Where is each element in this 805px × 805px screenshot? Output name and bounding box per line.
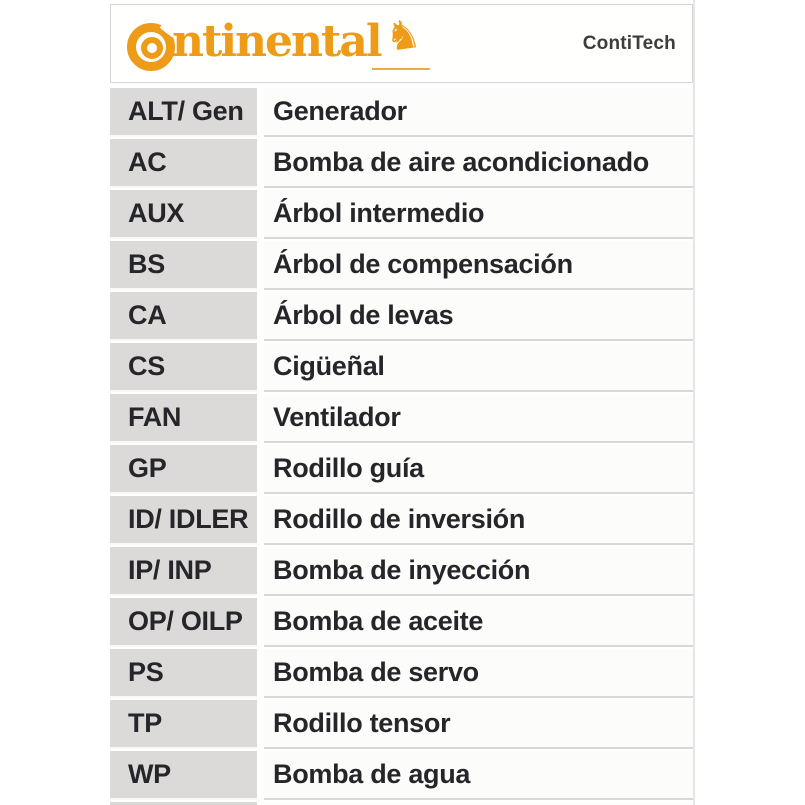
abbr-label: CA xyxy=(128,300,167,330)
abbr-cell xyxy=(110,88,257,137)
abbr-cell xyxy=(110,700,257,749)
desc-label: Bomba de aire acondicionado xyxy=(273,147,649,177)
desc-cell xyxy=(264,394,693,443)
brand-header xyxy=(110,4,693,83)
table-row xyxy=(110,598,693,649)
column-gap xyxy=(257,445,264,496)
continental-logo xyxy=(127,5,424,82)
table-row xyxy=(110,445,693,496)
desc-label: Bomba de servo xyxy=(273,657,479,687)
continental-wordmark: ntinental xyxy=(172,15,381,67)
abbr-label: CS xyxy=(128,351,165,381)
column-gap xyxy=(257,547,264,598)
table-row xyxy=(110,343,693,394)
column-gap xyxy=(257,190,264,241)
abbr-label: ID/ IDLER xyxy=(128,504,249,534)
desc-cell xyxy=(264,700,693,749)
column-gap xyxy=(257,343,264,394)
desc-cell xyxy=(264,292,693,341)
table-row xyxy=(110,547,693,598)
desc-cell xyxy=(264,649,693,698)
table-row xyxy=(110,139,693,190)
table-row xyxy=(110,190,693,241)
table-row xyxy=(110,394,693,445)
abbr-label: AC xyxy=(128,147,167,177)
abbr-cell xyxy=(110,649,257,698)
contitech-logo: ContiTech xyxy=(582,32,676,54)
desc-cell xyxy=(264,190,693,239)
table-row xyxy=(110,751,693,802)
abbr-label: ALT/ Gen xyxy=(128,96,244,126)
abbr-label: TP xyxy=(128,708,162,738)
desc-label: Árbol intermedio xyxy=(273,198,485,228)
column-gap xyxy=(257,139,264,190)
column-gap xyxy=(257,700,264,751)
table-rows xyxy=(110,88,693,802)
table-row xyxy=(110,88,693,139)
abbr-cell xyxy=(110,598,257,647)
horse-icon: ♞ xyxy=(381,10,424,61)
abbr-label: AUX xyxy=(128,198,185,228)
desc-cell xyxy=(264,751,693,800)
abbr-label: FAN xyxy=(128,402,182,432)
abbr-label: IP/ INP xyxy=(128,555,212,585)
desc-label: Bomba de inyección xyxy=(273,555,531,585)
continental-ring-icon xyxy=(127,23,175,71)
desc-label: Rodillo guía xyxy=(273,453,424,483)
column-gap xyxy=(257,241,264,292)
abbr-label: OP/ OILP xyxy=(128,606,243,636)
desc-label: Rodillo tensor xyxy=(273,708,451,738)
column-gap xyxy=(257,598,264,649)
abbr-cell xyxy=(110,547,257,596)
desc-cell xyxy=(264,496,693,545)
desc-cell xyxy=(264,139,693,188)
desc-cell xyxy=(264,547,693,596)
desc-label: Árbol de levas xyxy=(273,300,454,330)
table-row xyxy=(110,292,693,343)
abbr-cell xyxy=(110,445,257,494)
abbr-label: PS xyxy=(128,657,164,687)
column-gap xyxy=(257,649,264,700)
desc-label: Rodillo de inversión xyxy=(273,504,526,534)
desc-cell xyxy=(264,445,693,494)
abbr-cell xyxy=(110,394,257,443)
abbr-cell xyxy=(110,241,257,290)
abbr-cell xyxy=(110,139,257,188)
abbr-label: WP xyxy=(128,759,171,789)
desc-cell xyxy=(264,241,693,290)
desc-label: Árbol de compensación xyxy=(273,249,573,279)
abbr-cell xyxy=(110,190,257,239)
horse-underline xyxy=(372,68,430,70)
abbr-cell xyxy=(110,292,257,341)
desc-cell xyxy=(264,88,693,137)
desc-label: Bomba de aceite xyxy=(273,606,484,636)
desc-cell xyxy=(264,598,693,647)
desc-label: Ventilador xyxy=(273,402,401,432)
desc-cell xyxy=(264,343,693,392)
desc-label: Cigüeñal xyxy=(273,351,385,381)
column-gap xyxy=(257,751,264,802)
table-row xyxy=(110,700,693,751)
desc-label: Generador xyxy=(273,96,407,126)
desc-label: Bomba de agua xyxy=(273,759,471,789)
table-row xyxy=(110,496,693,547)
abbr-label: GP xyxy=(128,453,167,483)
abbr-cell xyxy=(110,496,257,545)
column-gap xyxy=(257,496,264,547)
content xyxy=(110,0,695,805)
table-row xyxy=(110,649,693,700)
ring-inner-o xyxy=(141,37,163,59)
table-row xyxy=(110,241,693,292)
abbr-cell xyxy=(110,751,257,800)
column-gap xyxy=(257,88,264,139)
abbr-label: BS xyxy=(128,249,165,279)
column-gap xyxy=(257,394,264,445)
legend-table xyxy=(110,88,693,805)
column-gap xyxy=(257,292,264,343)
abbr-cell xyxy=(110,343,257,392)
